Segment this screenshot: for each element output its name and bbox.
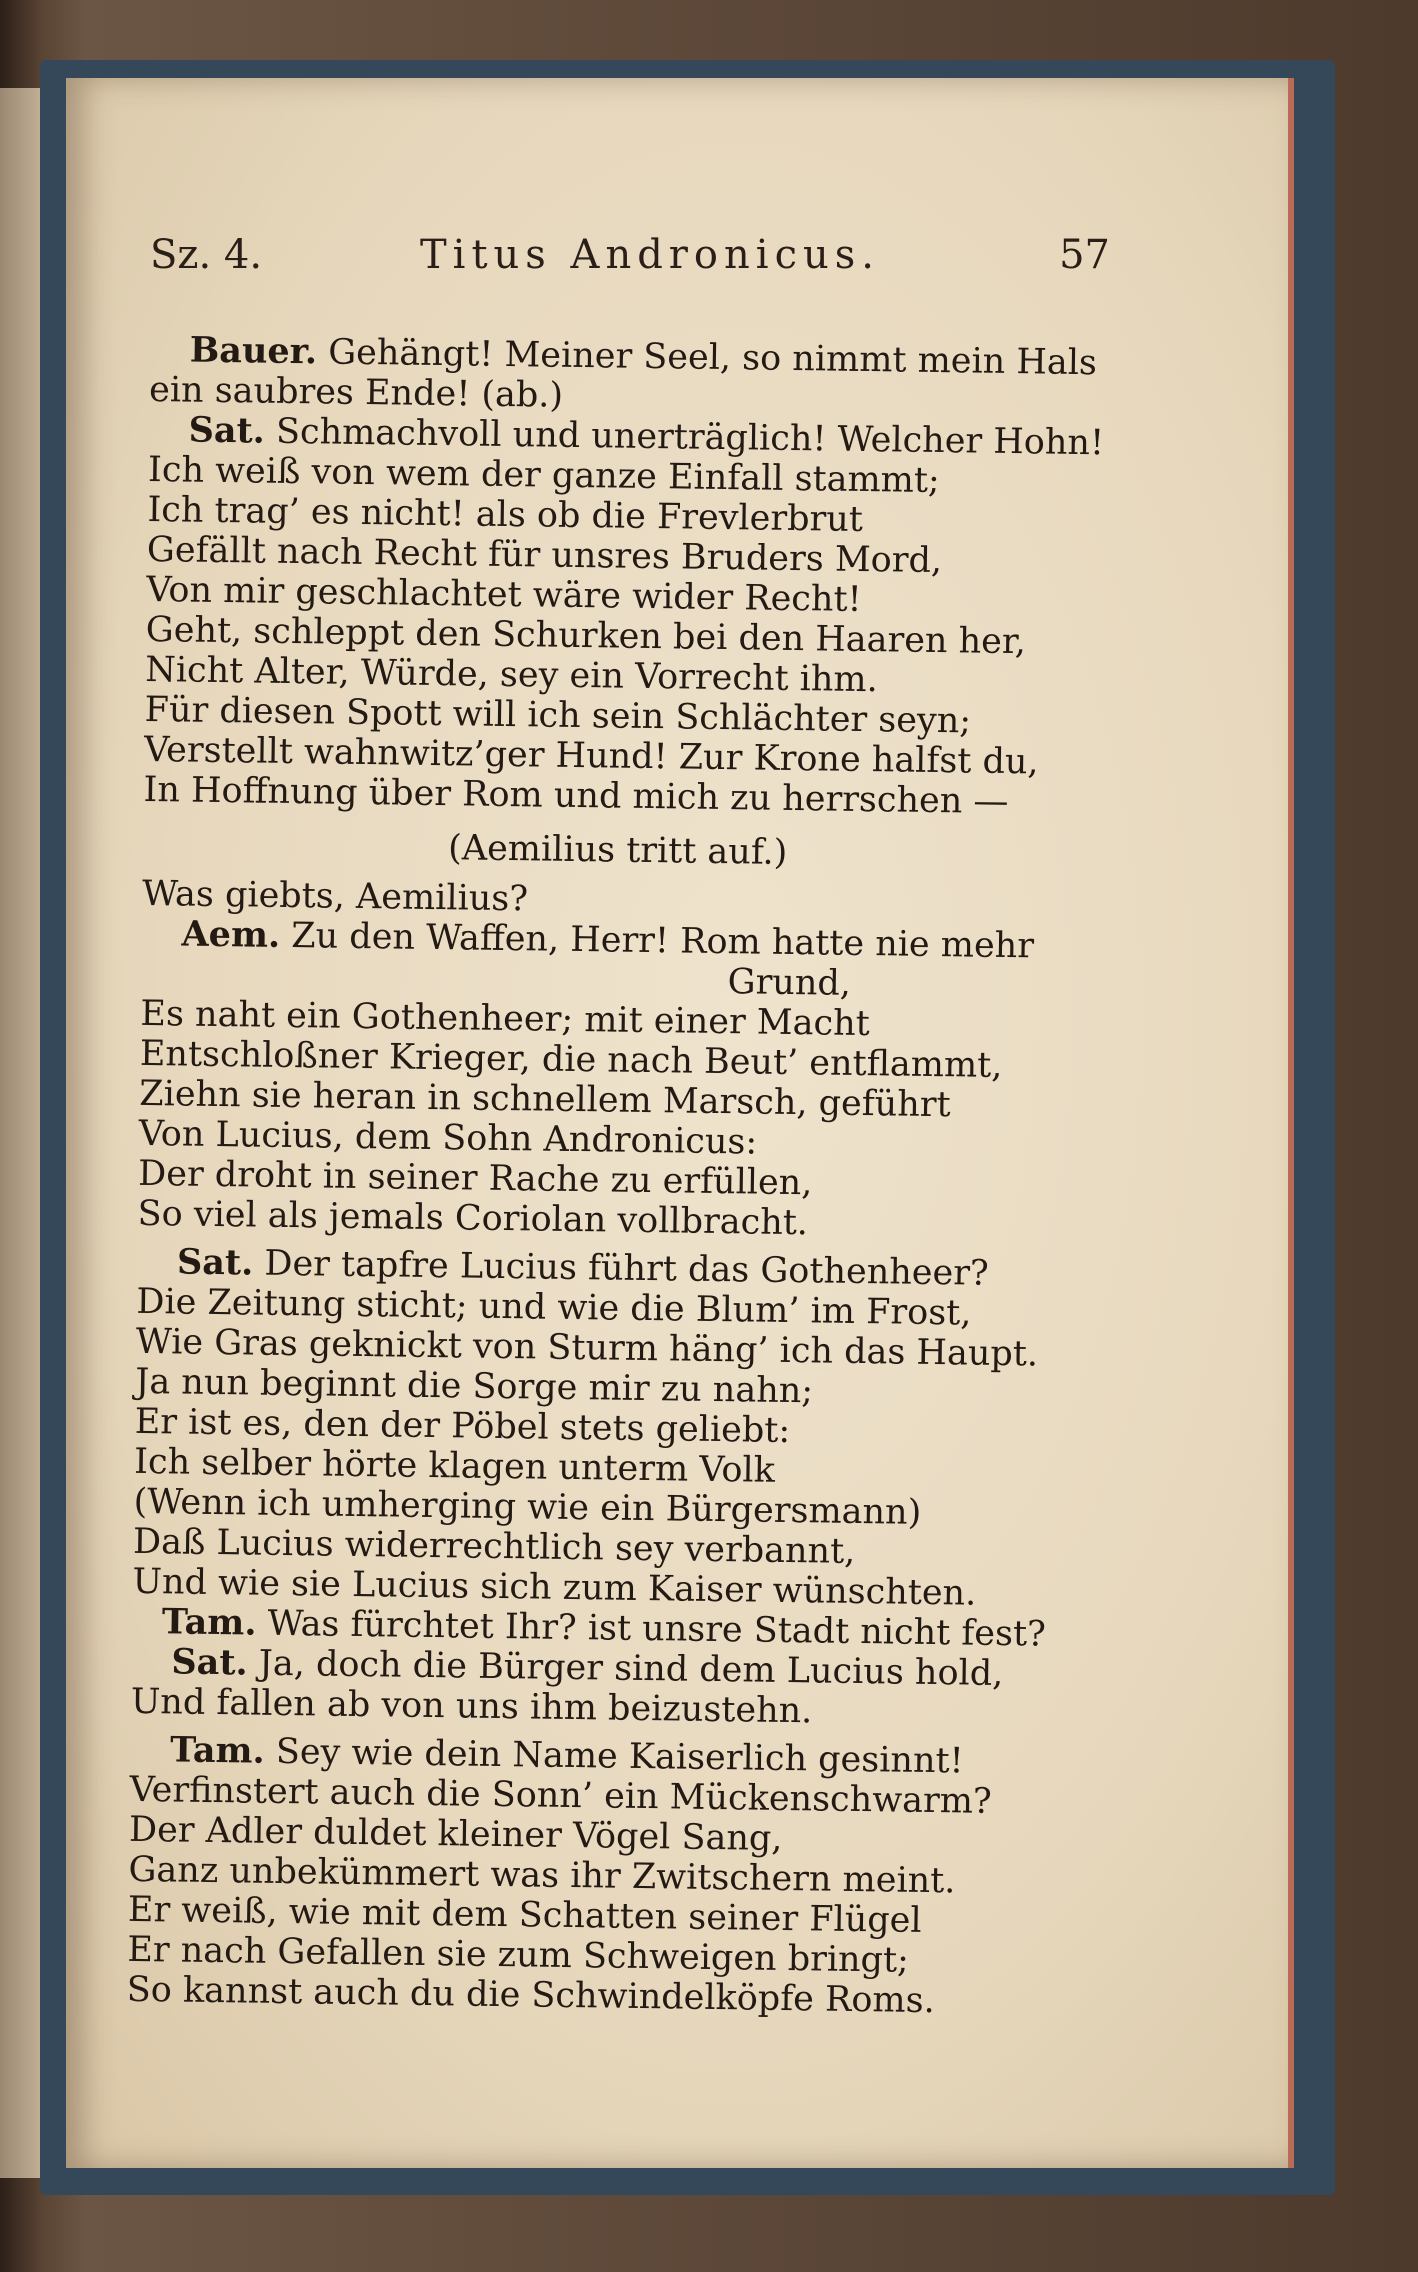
text-line: (Wenn ich umherging wie ein Bürgersmann) <box>133 1481 922 1533</box>
text-line: Entschloßner Krieger, die nach Beut’ entflammt, <box>139 1033 1003 1086</box>
speaker-name: Tam. <box>161 1601 257 1644</box>
text-line: Ja nun beginnt die Sorge mir zu nahn; <box>135 1361 814 1412</box>
speaker-name: Sat. <box>176 1241 254 1284</box>
text-line: Nicht Alter, Würde, sey ein Vorrecht ihm. <box>144 649 879 701</box>
text-line: Er ist es, den der Pöbel stets geliebt: <box>134 1401 791 1452</box>
speech-text: Gehängt! Meiner Seel, so nimmt mein Hals <box>316 332 1098 384</box>
text-line: Von mir geschlachtet wäre wider Recht! <box>146 569 862 620</box>
text-line: Ziehn sie heran in schnellem Marsch, geführt <box>139 1073 951 1126</box>
page-header <box>150 232 1110 292</box>
speech-text: Zu den Waffen, Herr! Rom hatte nie mehr <box>279 915 1035 967</box>
text-line: Wie Gras geknickt von Sturm häng’ ich das Haupt. <box>135 1321 1039 1375</box>
speech-text: Sey wie dein Name Kaiserlich gesinnt! <box>264 1731 964 1782</box>
text-line: Es naht ein Gothenheer; mit einer Macht <box>140 993 871 1045</box>
speech-text: Ja, doch die Bürger sind dem Lucius hold, <box>247 1643 1004 1695</box>
text-line: Geht, schleppt den Schurken bei den Haaren her, <box>145 609 1027 663</box>
text-line: Was giebts, Aemilius? <box>141 873 529 920</box>
text-line: So viel als jemals Coriolan vollbracht. <box>137 1193 809 1244</box>
scene-label: Sz. 4. <box>150 232 263 278</box>
text-line: Ich trag’ es nicht! als ob die Frevlerbrut <box>147 489 864 540</box>
speaker-name: Aem. <box>181 913 281 956</box>
page-number: 57 <box>1059 232 1110 278</box>
text-line-overflow: Grund, <box>727 962 852 1004</box>
text-line: Der Adler duldet kleiner Vögel Sang, <box>128 1809 783 1859</box>
text-line: Und fallen ab von uns ihm beizustehn. <box>130 1681 813 1732</box>
text-line: Von Lucius, dem Sohn Andronicus: <box>138 1113 758 1163</box>
text-line: Ganz unbekümmert was ihr Zwitschern meint. <box>128 1849 956 1902</box>
speaker-name: Sat. <box>188 409 266 452</box>
text-line: So kannst auch du die Schwindelköpfe Roms. <box>126 1969 936 2022</box>
page-text <box>126 329 1105 2023</box>
text-line: In Hoffnung über Rom und mich zu herrschen — <box>143 769 1009 823</box>
text-line: Gefällt nach Recht für unsres Bruders Mord, <box>146 529 943 582</box>
text-line: Er nach Gefallen sie zum Schweigen bringt; <box>127 1929 910 1981</box>
stage-direction: (Aemilius tritt auf.) <box>447 828 788 873</box>
running-title: Titus Andronicus. <box>420 232 880 278</box>
text-line: Die Zeitung sticht; und wie die Blum’ im Frost, <box>136 1281 972 1334</box>
text-line: Er weiß, wie mit dem Schatten seiner Flügel <box>127 1889 922 1941</box>
text-line: Daß Lucius widerrechtlich sey verbannt, <box>132 1521 856 1572</box>
text-line: Verstellt wahnwitz’ger Hund! Zur Krone halfst du, <box>143 729 1039 783</box>
text-line: ein saubres Ende! (ab.) <box>148 369 564 416</box>
text-line: Der droht in seiner Rache zu erfüllen, <box>137 1153 813 1204</box>
text-line: Ich weiß von wem der ganze Einfall stammt; <box>147 449 941 502</box>
speech-text: Schmachvoll und unerträglich! Welcher Hohn! <box>264 411 1105 464</box>
speech-text: Was fürchtet Ihr? ist unsre Stadt nicht fest? <box>256 1603 1047 1655</box>
speaker-name: Sat. <box>171 1641 248 1684</box>
speech-text: Der tapfre Lucius führt das Gothenheer? <box>253 1243 989 1294</box>
text-line: Verfinstert auch die Sonn’ ein Mückenschwarm? <box>129 1769 992 1822</box>
text-line: Für diesen Spott will ich sein Schlächter seyn; <box>144 689 972 742</box>
speaker-name: Tam. <box>169 1729 266 1772</box>
speaker-name: Bauer. <box>189 329 318 373</box>
text-line: Ich selber hörte klagen unterm Volk <box>133 1441 776 1491</box>
text-line: Und wie sie Lucius sich zum Kaiser wünschten. <box>132 1561 977 1614</box>
